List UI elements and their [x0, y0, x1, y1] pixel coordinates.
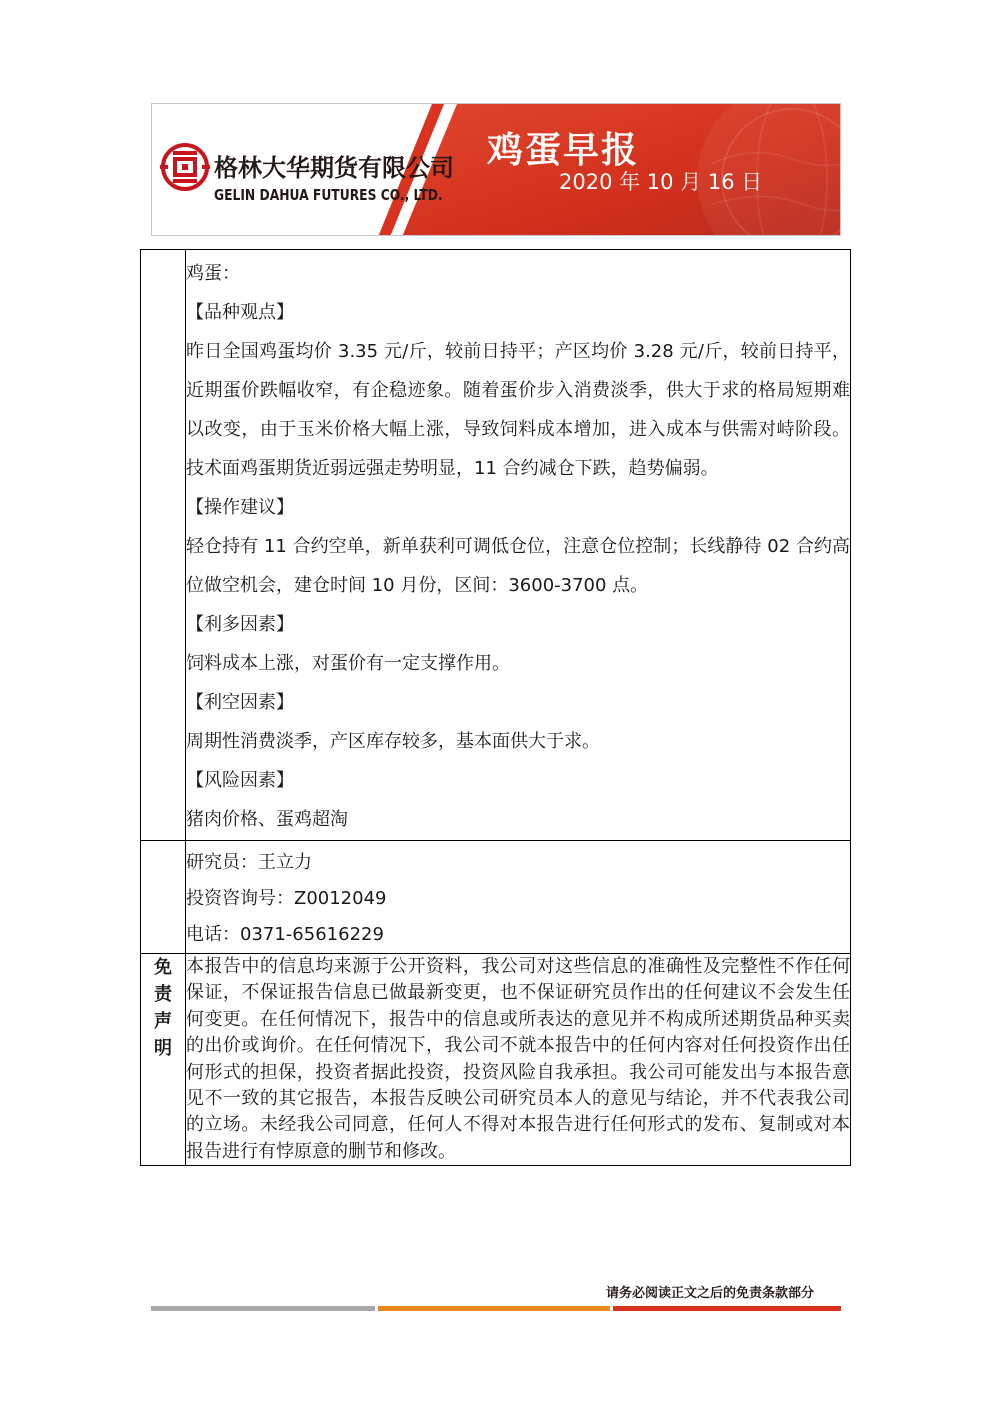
- researcher-side-cell: [141, 841, 186, 954]
- disclaimer-text: 本报告中的信息均来源于公开资料，我公司对这些信息的准确性及完整性不作任何保证，不保证报告信息已做最新变更，也不保证研究员作出的任何建议不会发生任何变更。在任何情况下，报告中的信息或所表达的意见并不构成所述期货品种买卖的出价或询价。在任何情况下，我公司不就本报告中的任何内容对任何投资作出任何形式的担保，投资者据此投资，投资风险自我承担。我公司可能发出与本报告意见不一致的其它报告，本报告反映公司研究员本人的意见与结论，并不代表我公司的立场。未经我公司同意，任何人不得对本报告进行任何形式的发布、复制或对本报告进行有悖原意的删节和修改。: [186, 954, 851, 1166]
- view-text: 昨日全国鸡蛋均价 3.35 元/斤，较前日持平；产区均价 3.28 元/斤，较前日持平，近期蛋价跌幅收窄，有企稳迹象。随着蛋价步入消费淡季，供大于求的格局短期难以改变，由于玉米价格大幅上涨，导致饲料成本增加，进入成本与供需对峙阶段。技术面鸡蛋期货近弱远强走势明显，11 合约减仓下跌，趋势偏弱。: [186, 341, 850, 479]
- view-heading: 【品种观点】: [186, 302, 294, 323]
- disclaimer-label: [141, 954, 186, 1166]
- footer-note: 请务必阅读正文之后的免责条款部分: [606, 1286, 815, 1301]
- researcher-license: 投资咨询号：Z0012049: [186, 888, 387, 909]
- researcher-content: [186, 841, 851, 954]
- report-table: [140, 249, 851, 1166]
- company-name-cn: 格林大华期货有限公司: [214, 154, 454, 182]
- footer-bar-grey: [151, 1306, 375, 1311]
- advice-heading: 【操作建议】: [186, 497, 294, 518]
- footer-bar-red: [613, 1306, 841, 1311]
- company-logo-icon: [160, 137, 210, 197]
- bear-heading: 【利空因素】: [186, 692, 294, 713]
- analysis-row: [141, 250, 851, 841]
- disclaimer-row: [141, 954, 851, 1166]
- researcher-name: 研究员：王立力: [186, 852, 312, 873]
- risk-heading: 【风险因素】: [186, 770, 294, 791]
- analysis-content: [186, 250, 851, 841]
- variety-label: 鸡蛋：: [186, 263, 240, 284]
- report-title: 鸡蛋早报: [487, 130, 640, 171]
- report-banner: [151, 103, 841, 236]
- researcher-row: [141, 841, 851, 954]
- risk-text: 猪肉价格、蛋鸡超淘: [186, 809, 348, 830]
- disclaimer-label-char: 责: [154, 984, 172, 1005]
- disclaimer-label-char: 声: [154, 1011, 172, 1032]
- bear-text: 周期性消费淡季，产区库存较多，基本面供大于求。: [186, 731, 600, 752]
- report-date: 2020 年 10 月 16 日: [559, 170, 763, 194]
- company-name-en: GELIN DAHUA FUTURES CO., LTD.: [214, 186, 443, 204]
- disclaimer-label-char: 明: [154, 1038, 172, 1059]
- advice-text: 轻仓持有 11 合约空单，新单获利可调低仓位，注意仓位控制；长线静待 02 合约高位做空机会，建仓时间 10 月份，区间：3600-3700 点。: [186, 536, 850, 596]
- disclaimer-label-char: 免: [154, 957, 172, 978]
- researcher-phone: 电话：0371-65616229: [186, 924, 384, 945]
- footer-bar-orange: [378, 1306, 610, 1311]
- bull-heading: 【利多因素】: [186, 614, 294, 635]
- analysis-side-cell: [141, 250, 186, 841]
- bull-text: 饲料成本上涨，对蛋价有一定支撑作用。: [186, 653, 510, 674]
